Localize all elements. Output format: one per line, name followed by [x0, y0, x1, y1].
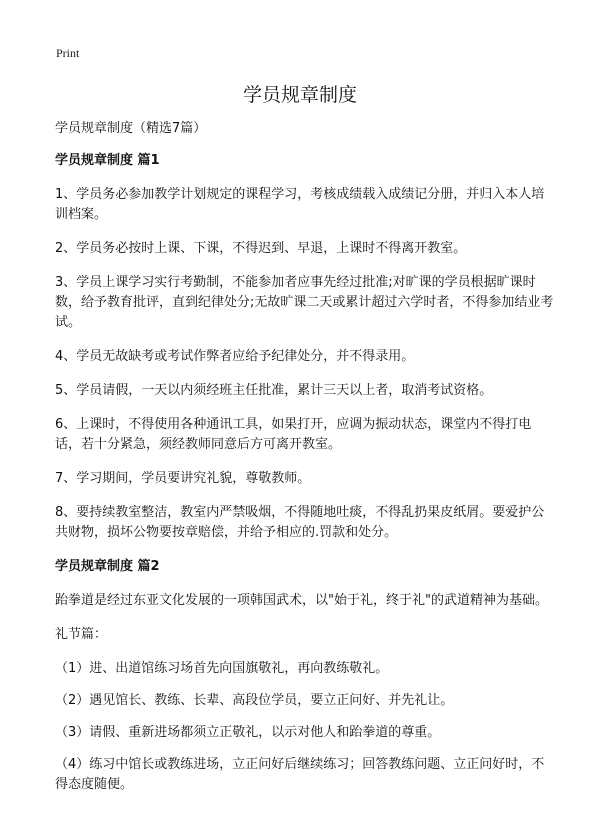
- section-1-item-4: 4、学员无故缺考或考试作弊者应给予纪律处分，并不得录用。: [55, 349, 415, 364]
- section-2-item-2: （2）遇见馆长、教练、长辈、高段位学员，要立正问好、并先礼让。: [55, 693, 454, 708]
- section-2-item-1: （1）进、出道馆练习场首先向国旗敬礼，再向教练敬礼。: [55, 661, 389, 676]
- section-2-heading: 学员规章制度 篇2: [55, 559, 160, 574]
- document-title: 学员规章制度: [242, 84, 357, 106]
- section-1-item-1: 1、学员务必参加教学计划规定的课程学习，考核成绩载入成绩记分册，并归入本人培训档案。: [55, 187, 545, 222]
- section-1-item-8: 8、要持续教室整洁，教室内严禁吸烟，不得随地吐痰，不得乱扔果皮纸屑。要爱护公共财物，损坏公物要按章赔偿，并给予相应的.罚款和处分。: [55, 505, 545, 540]
- print-label: Print: [56, 46, 80, 60]
- document-subtitle: 学员规章制度（精选7篇）: [55, 121, 207, 136]
- section-1-item-2: 2、学员务必按时上课、下课，不得迟到、早退，上课时不得离开教室。: [55, 241, 467, 256]
- section-2-subheading: 礼节篇：: [55, 627, 108, 642]
- document-body: [55, 119, 555, 807]
- section-2-item-3: （3）请假、重新进场都须立正敬礼，以示对他人和跆拳道的尊重。: [55, 725, 441, 740]
- section-1-item-3: 3、学员上课学习实行考勤制，不能参加者应事先经过批准;对旷课的学员根据旷课时数，给予教育批评，直到纪律处分;无故旷课二天或累计超过六学时者，不得参加结业考试。: [55, 275, 554, 330]
- section-2-item-4: （4）练习中馆长或教练进场，立正问好后继续练习；回答教练问题、立正问好时，不得态度随便。: [55, 757, 545, 792]
- section-1-heading: 学员规章制度 篇1: [55, 153, 160, 168]
- section-1-item-7: 7、学习期间，学员要讲究礼貌，尊敬教师。: [55, 471, 311, 486]
- section-2-intro: 跆拳道是经过东亚文化发展的一项韩国武术，以"始于礼，终于礼"的武道精神为基础。: [55, 593, 548, 608]
- section-1-item-6: 6、上课时，不得使用各种通讯工具，如果打开，应调为振动状态，课堂内不得打电话，若十分紧急，须经教师同意后方可离开教室。: [55, 417, 532, 452]
- section-1-item-5: 5、学员请假，一天以内须经班主任批准，累计三天以上者，取消考试资格。: [55, 383, 493, 398]
